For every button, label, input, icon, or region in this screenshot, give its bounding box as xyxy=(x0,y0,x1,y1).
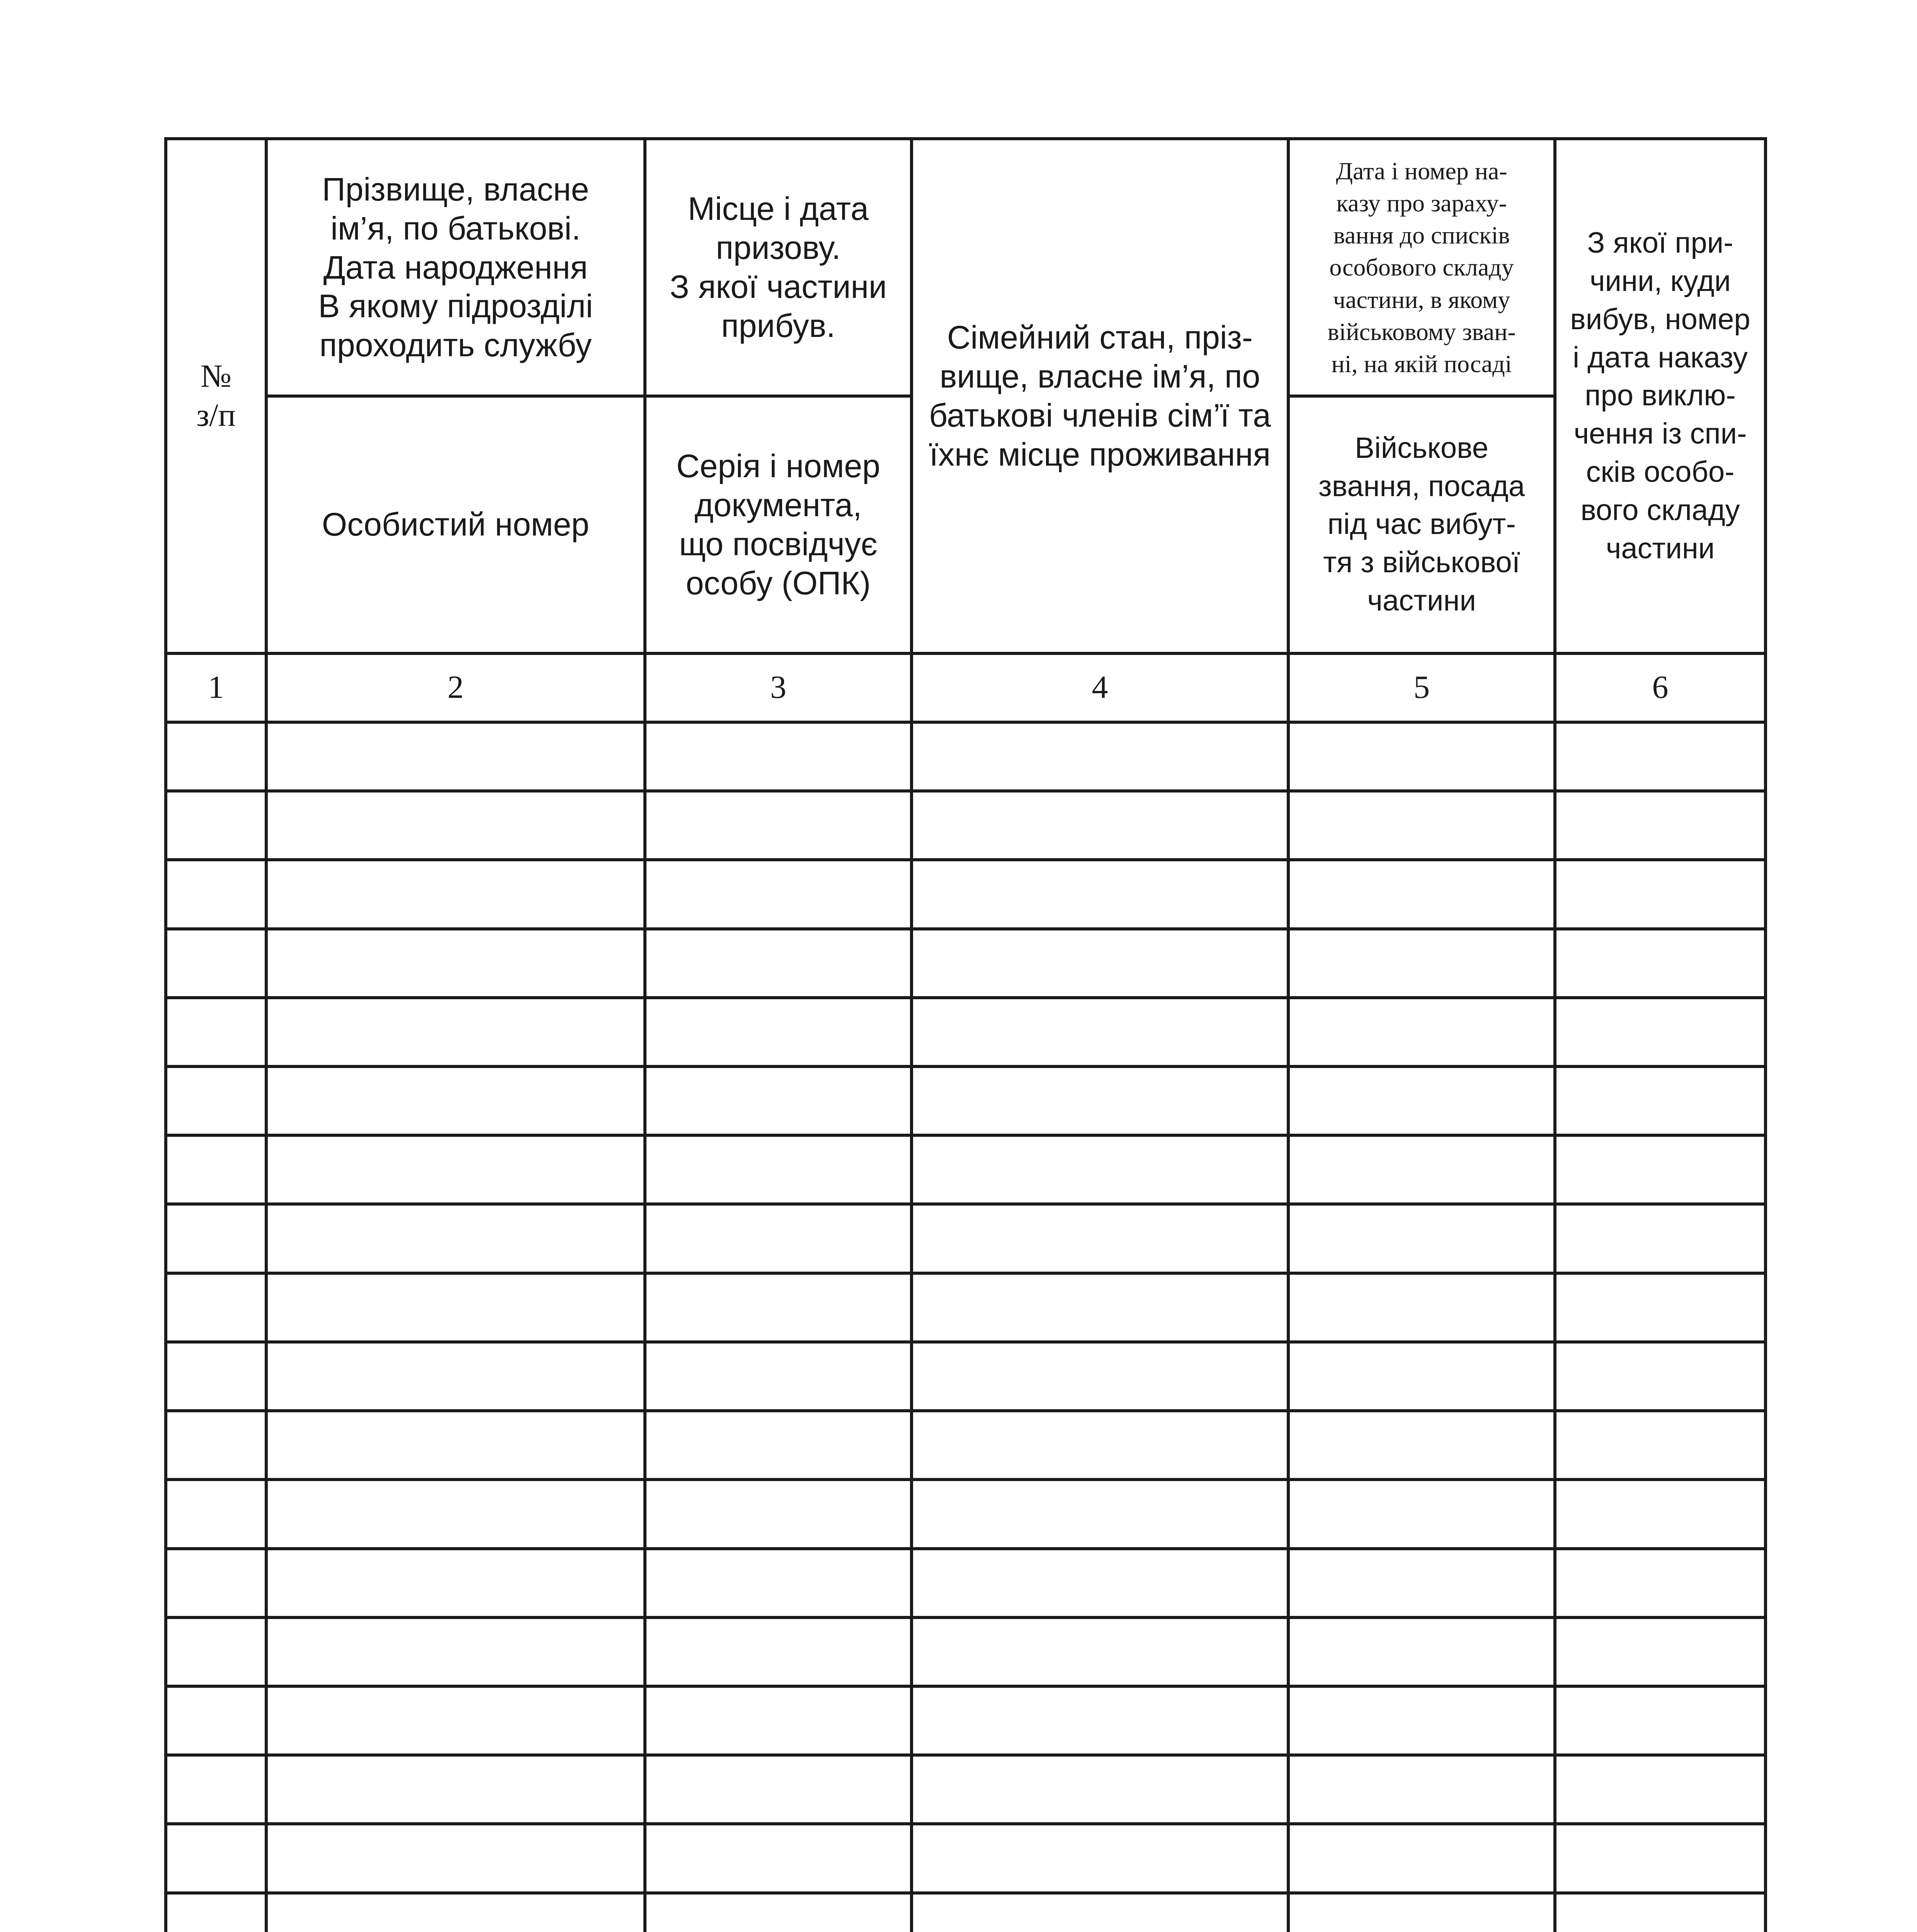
table-row xyxy=(166,722,1766,791)
header-full-name: Прізвище, власне ім’я, по батькові. Дата народження В якому підрозділі проходить службу xyxy=(266,139,645,396)
table-cell[interactable] xyxy=(1555,1755,1766,1824)
header-family-status: Сімейний стан, пріз- вище, власне ім’я, по батькові членів сім’ї та їхнє місце проживання xyxy=(912,139,1288,653)
table-row xyxy=(166,1686,1766,1755)
table-cell[interactable] xyxy=(266,1411,645,1480)
table-cell[interactable] xyxy=(166,1893,266,1932)
table-cell[interactable] xyxy=(266,1824,645,1893)
table-cell[interactable] xyxy=(912,722,1288,791)
table-cell[interactable] xyxy=(266,1893,645,1932)
table-cell[interactable] xyxy=(266,1480,645,1548)
header-enrollment-order: Дата і номер на- казу про зараху- вання до списків особового складу частини, в якому військовому зван- ні, на якій посаді xyxy=(1288,139,1555,396)
table-cell[interactable] xyxy=(912,998,1288,1066)
header-rank-on-departure: Військове звання, посада під час вибут- тя з військової частини xyxy=(1288,396,1555,653)
table-cell[interactable] xyxy=(912,1549,1288,1617)
table-cell[interactable] xyxy=(1288,1824,1555,1893)
table-cell[interactable] xyxy=(912,1824,1288,1893)
table-cell[interactable] xyxy=(912,1273,1288,1342)
table-cell[interactable] xyxy=(266,860,645,929)
table-cell[interactable] xyxy=(166,722,266,791)
table-cell[interactable] xyxy=(266,1755,645,1824)
table-cell[interactable] xyxy=(266,1617,645,1686)
table-cell[interactable] xyxy=(166,1066,266,1135)
table-cell[interactable] xyxy=(645,1480,912,1548)
table-row xyxy=(166,791,1766,860)
header-number: № з/п xyxy=(166,139,266,653)
column-number: 5 xyxy=(1288,653,1555,722)
table-cell[interactable] xyxy=(1288,1617,1555,1686)
header-conscription-place: Місце і дата призову. З якої частини прибув. xyxy=(645,139,912,396)
table-cell[interactable] xyxy=(166,1411,266,1480)
table-row xyxy=(166,1549,1766,1617)
table-cell[interactable] xyxy=(912,1066,1288,1135)
header-departure-reason: З якої при- чини, куди вибув, номер і дата наказу про виклю- чення із спи- сків особо- вого складу частини xyxy=(1555,139,1766,653)
table-cell[interactable] xyxy=(645,1342,912,1411)
table-cell[interactable] xyxy=(266,1549,645,1617)
table-cell[interactable] xyxy=(912,1893,1288,1932)
table-cell[interactable] xyxy=(1555,1135,1766,1204)
table-cell[interactable] xyxy=(1555,860,1766,929)
table-row xyxy=(166,1824,1766,1893)
column-number: 6 xyxy=(1555,653,1766,722)
table-cell[interactable] xyxy=(1555,1342,1766,1411)
table-cell[interactable] xyxy=(1555,1893,1766,1932)
table-row xyxy=(166,998,1766,1066)
header-personal-number: Особистий номер xyxy=(266,396,645,653)
table-cell[interactable] xyxy=(166,1617,266,1686)
table-cell[interactable] xyxy=(1555,1824,1766,1893)
table-row xyxy=(166,1066,1766,1135)
table-cell[interactable] xyxy=(1288,998,1555,1066)
table-cell[interactable] xyxy=(645,791,912,860)
table-cell[interactable] xyxy=(166,860,266,929)
table-cell[interactable] xyxy=(1288,1342,1555,1411)
table-cell[interactable] xyxy=(645,1824,912,1893)
table-row xyxy=(166,1204,1766,1273)
table-cell[interactable] xyxy=(266,1135,645,1204)
table-cell[interactable] xyxy=(645,929,912,998)
table-cell[interactable] xyxy=(912,1617,1288,1686)
table-cell[interactable] xyxy=(1288,1135,1555,1204)
table-cell[interactable] xyxy=(1288,1480,1555,1548)
table-cell[interactable] xyxy=(266,998,645,1066)
table-cell[interactable] xyxy=(266,722,645,791)
table-cell[interactable] xyxy=(1555,1686,1766,1755)
table-cell[interactable] xyxy=(912,1411,1288,1480)
table-cell[interactable] xyxy=(912,1135,1288,1204)
table-cell[interactable] xyxy=(645,1755,912,1824)
table-cell[interactable] xyxy=(166,1549,266,1617)
header-id-document: Серія і номер документа, що посвідчує особу (ОПК) xyxy=(645,396,912,653)
table-cell[interactable] xyxy=(1288,1893,1555,1932)
table-cell[interactable] xyxy=(1555,1549,1766,1617)
table-cell[interactable] xyxy=(166,1824,266,1893)
table-cell[interactable] xyxy=(912,860,1288,929)
table-cell[interactable] xyxy=(166,791,266,860)
table-cell[interactable] xyxy=(645,1617,912,1686)
table-row xyxy=(166,1273,1766,1342)
table-cell[interactable] xyxy=(645,860,912,929)
table-cell[interactable] xyxy=(912,1755,1288,1824)
table-cell[interactable] xyxy=(645,1066,912,1135)
table-cell[interactable] xyxy=(645,1686,912,1755)
table-cell[interactable] xyxy=(1555,722,1766,791)
table-cell[interactable] xyxy=(166,1135,266,1204)
table-cell[interactable] xyxy=(1288,860,1555,929)
table-row xyxy=(166,1342,1766,1411)
table-cell[interactable] xyxy=(912,1204,1288,1273)
table-cell[interactable] xyxy=(1555,1480,1766,1548)
table-cell[interactable] xyxy=(166,1755,266,1824)
table-cell[interactable] xyxy=(1288,1066,1555,1135)
table-cell[interactable] xyxy=(166,1480,266,1548)
table-cell[interactable] xyxy=(166,1204,266,1273)
table-cell[interactable] xyxy=(645,1411,912,1480)
table-cell[interactable] xyxy=(1555,998,1766,1066)
table-cell[interactable] xyxy=(912,1480,1288,1548)
table-cell[interactable] xyxy=(645,1893,912,1932)
table-cell[interactable] xyxy=(1288,1273,1555,1342)
table-cell[interactable] xyxy=(645,1549,912,1617)
table-cell[interactable] xyxy=(1555,1273,1766,1342)
table-row xyxy=(166,1480,1766,1548)
table-cell[interactable] xyxy=(912,1342,1288,1411)
table-cell[interactable] xyxy=(1555,1411,1766,1480)
table-cell[interactable] xyxy=(1288,1204,1555,1273)
table-cell[interactable] xyxy=(645,998,912,1066)
column-number: 4 xyxy=(912,653,1288,722)
table-cell[interactable] xyxy=(1288,1755,1555,1824)
table-row xyxy=(166,929,1766,998)
table-row xyxy=(166,1755,1766,1824)
table-cell[interactable] xyxy=(1288,1686,1555,1755)
table-row xyxy=(166,1617,1766,1686)
table-cell[interactable] xyxy=(1555,1066,1766,1135)
table-cell[interactable] xyxy=(266,791,645,860)
table-cell[interactable] xyxy=(645,722,912,791)
table-cell[interactable] xyxy=(645,1204,912,1273)
table-cell[interactable] xyxy=(266,1273,645,1342)
column-number: 1 xyxy=(166,653,266,722)
table-cell[interactable] xyxy=(1288,791,1555,860)
table-cell[interactable] xyxy=(645,1273,912,1342)
table-cell[interactable] xyxy=(1288,722,1555,791)
table-cell[interactable] xyxy=(166,998,266,1066)
table-cell[interactable] xyxy=(266,1686,645,1755)
table-row xyxy=(166,1411,1766,1480)
table-cell[interactable] xyxy=(266,1204,645,1273)
table-cell[interactable] xyxy=(1555,791,1766,860)
table-cell[interactable] xyxy=(1555,1204,1766,1273)
table-cell[interactable] xyxy=(266,1342,645,1411)
table-cell[interactable] xyxy=(166,1273,266,1342)
table-cell[interactable] xyxy=(1288,1411,1555,1480)
table-row xyxy=(166,860,1766,929)
table-cell[interactable] xyxy=(912,791,1288,860)
personnel-register-table xyxy=(164,137,1767,1932)
table-row xyxy=(166,1135,1766,1204)
column-numbers-row xyxy=(166,653,1766,722)
table-cell[interactable] xyxy=(1555,1617,1766,1686)
table-cell[interactable] xyxy=(645,1135,912,1204)
table-cell[interactable] xyxy=(1288,929,1555,998)
table-cell[interactable] xyxy=(266,929,645,998)
table-cell[interactable] xyxy=(166,1342,266,1411)
table-cell[interactable] xyxy=(1555,929,1766,998)
table-cell[interactable] xyxy=(166,1686,266,1755)
table-cell[interactable] xyxy=(912,929,1288,998)
table-cell[interactable] xyxy=(912,1686,1288,1755)
column-number: 2 xyxy=(266,653,645,722)
table-row xyxy=(166,1893,1766,1932)
table-cell[interactable] xyxy=(266,1066,645,1135)
header-row-top xyxy=(166,139,1766,396)
table-cell[interactable] xyxy=(166,929,266,998)
column-number: 3 xyxy=(645,653,912,722)
table-cell[interactable] xyxy=(1288,1549,1555,1617)
